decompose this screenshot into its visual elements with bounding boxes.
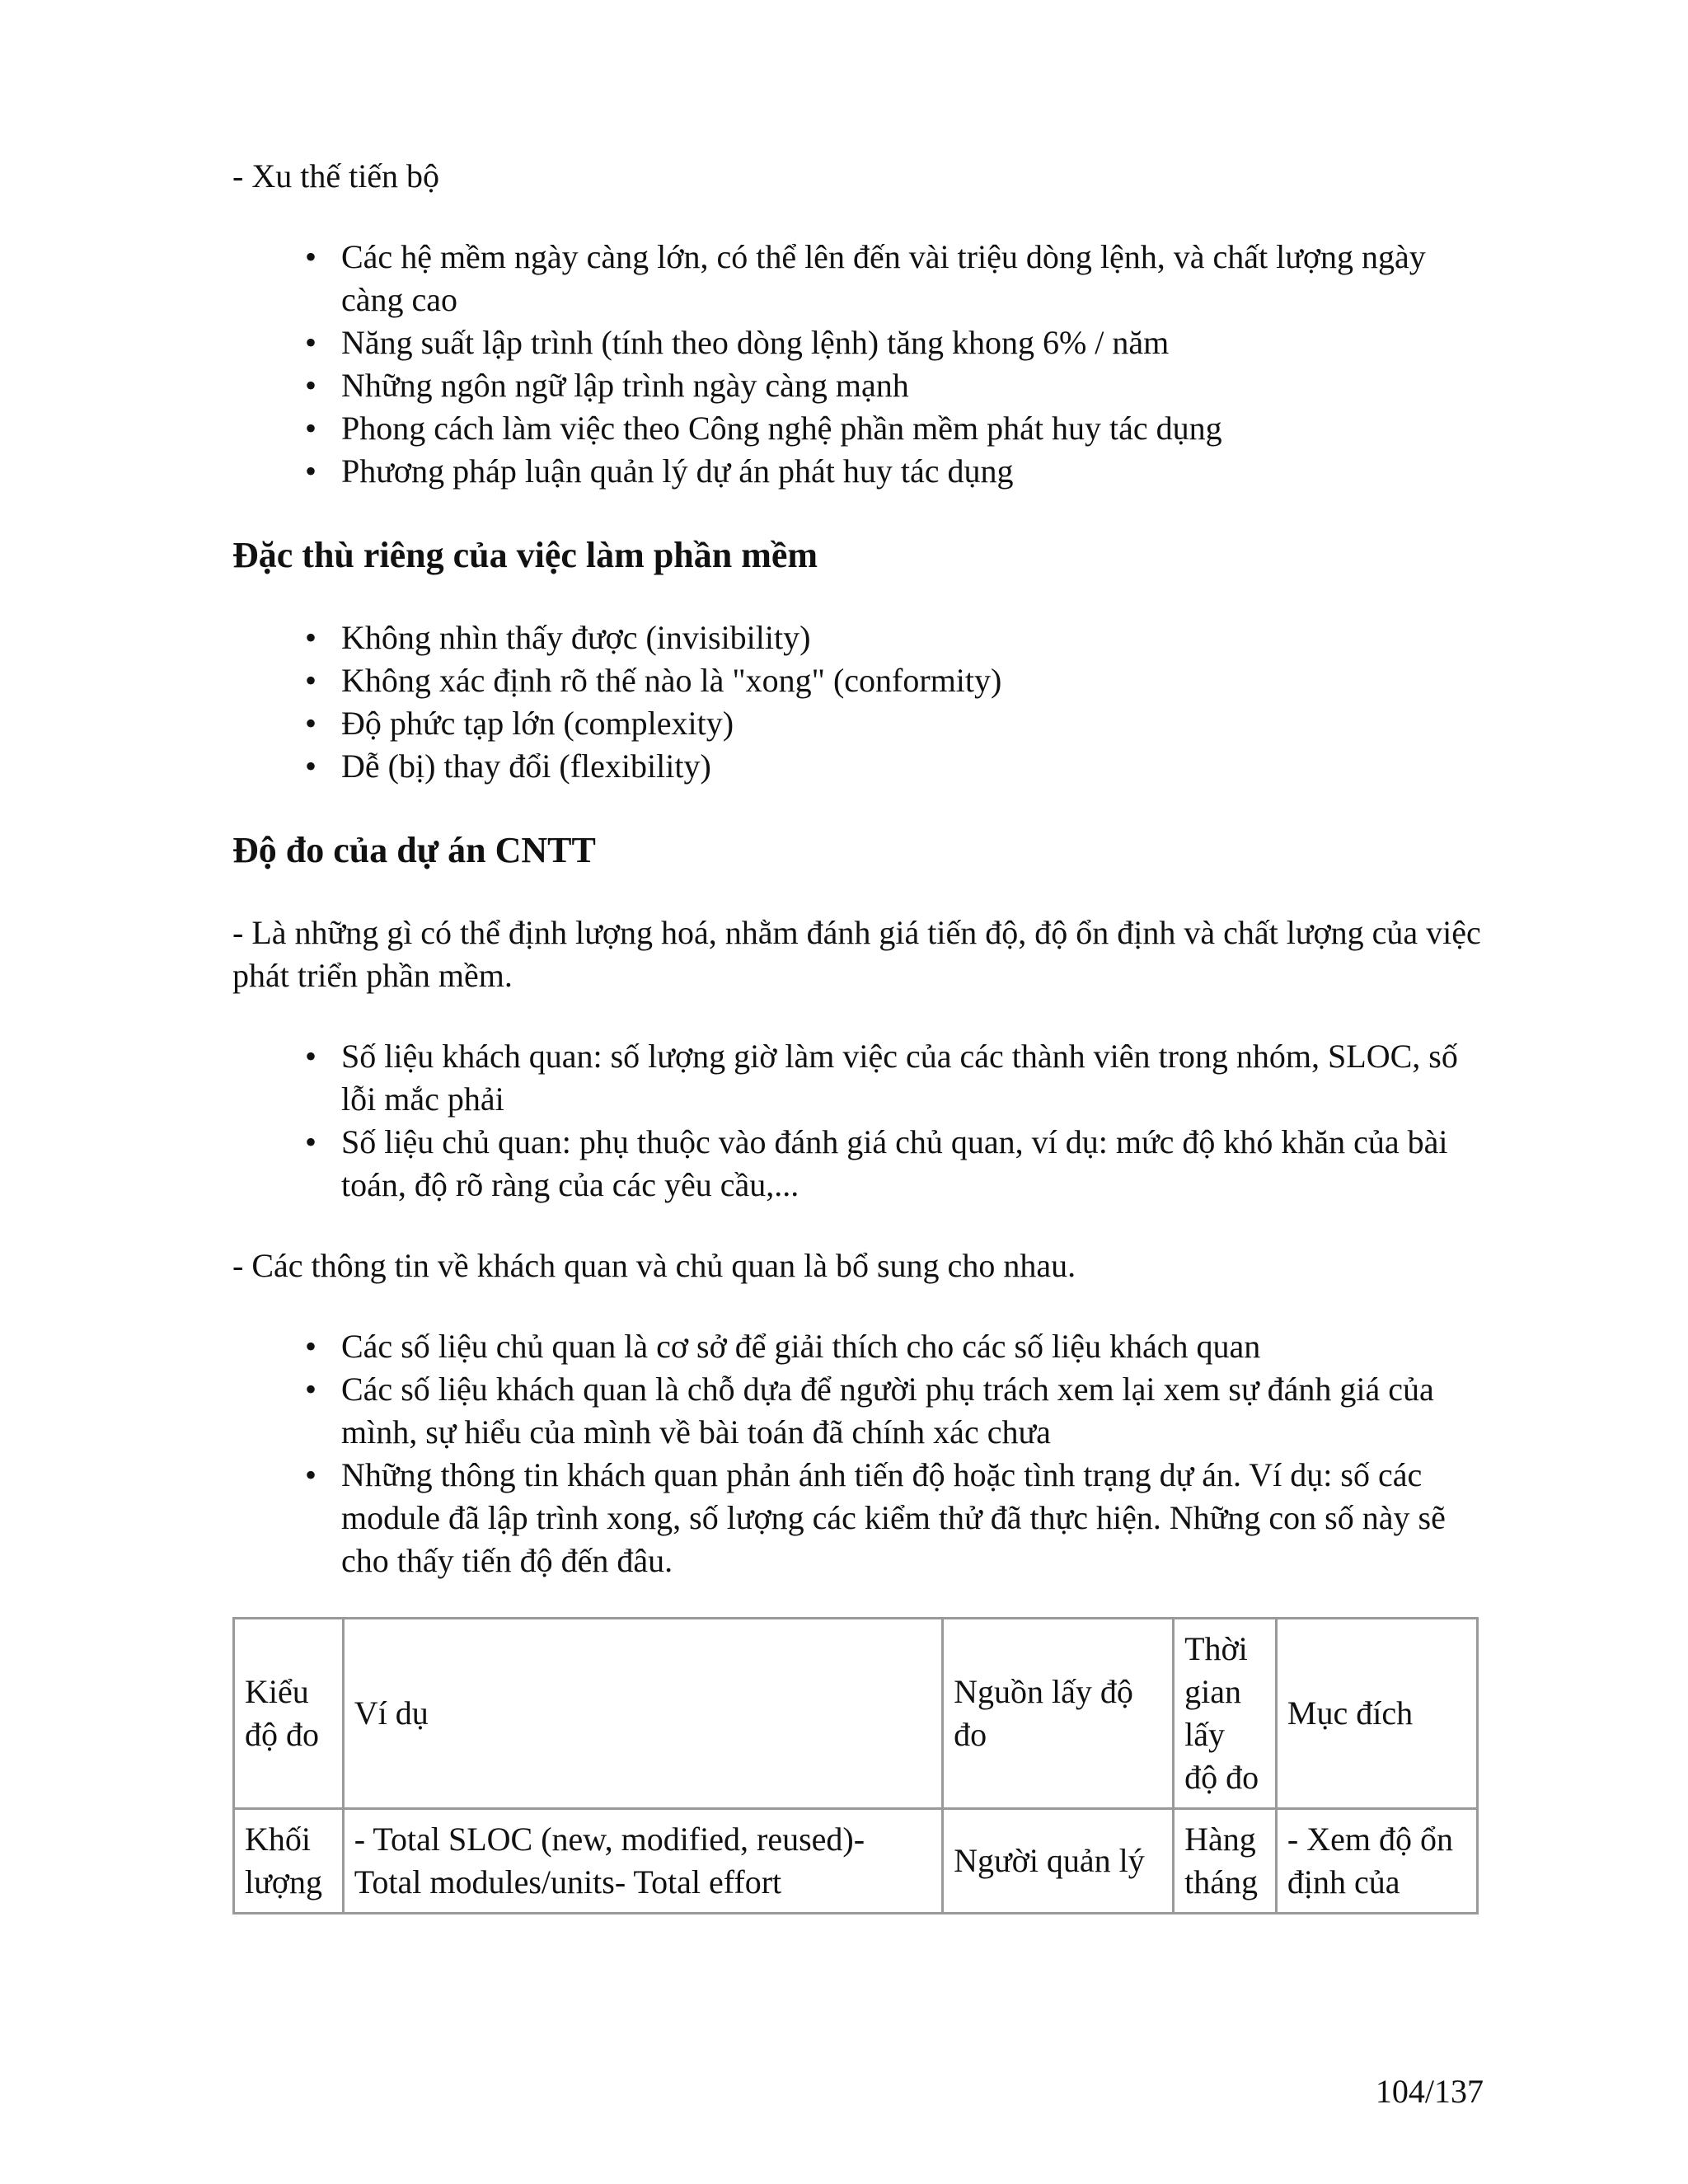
bullet-icon: • xyxy=(305,410,317,447)
list-item: • Những thông tin khách quan phản ánh tiến độ hoặc tình trạng dự án. Ví dụ: số các module đã lập trình xong, số lượng các kiểm thử đã thực hiện. Những con số này sẽ cho thấy tiến độ đến đâu. xyxy=(232,1454,1485,1582)
bullet-icon: • xyxy=(305,705,317,742)
bullet-icon: • xyxy=(305,1371,317,1408)
list-item: • Những ngôn ngữ lập trình ngày càng mạnh xyxy=(232,364,1485,407)
list-item: • Các số liệu chủ quan là cơ sở để giải thích cho các số liệu khách quan xyxy=(232,1325,1485,1368)
list-item: • Các hệ mềm ngày càng lớn, có thể lên đến vài triệu dòng lệnh, và chất lượng ngày càng cao xyxy=(232,236,1485,321)
bullet-icon: • xyxy=(305,748,317,785)
table-header-row xyxy=(234,1619,1478,1809)
bullet-icon: • xyxy=(305,238,317,275)
document-page xyxy=(232,155,1485,1915)
page-number: 104/137 xyxy=(1375,2073,1484,2110)
list-item: • Dễ (bị) thay đổi (flexibility) xyxy=(232,745,1485,788)
cell-purpose: - Xem độ ổn định của xyxy=(1276,1809,1477,1914)
metrics-paragraph: - Là những gì có thể định lượng hoá, nhằm đánh giá tiến độ, độ ổn định và chất lượng của việc phát triển phần mềm. xyxy=(232,914,1481,994)
bullet-icon: • xyxy=(305,324,317,361)
header-cell-example: Ví dụ xyxy=(343,1619,942,1809)
list-item: • Số liệu chủ quan: phụ thuộc vào đánh giá chủ quan, ví dụ: mức độ khó khăn của bài toán, độ rõ ràng của các yêu cầu,... xyxy=(232,1121,1485,1207)
section-heading-specifics: Đặc thù riêng của việc làm phần mềm xyxy=(232,535,818,575)
specifics-list xyxy=(232,616,1485,788)
list-item: • Phương pháp luận quản lý dự án phát huy tác dụng xyxy=(232,450,1485,493)
trend-title: - Xu thế tiến bộ xyxy=(232,157,440,194)
bullet-icon: • xyxy=(305,1328,317,1365)
bullet-icon: • xyxy=(305,1123,317,1160)
list-item: • Không nhìn thấy được (invisibility) xyxy=(232,616,1485,659)
complement-list xyxy=(232,1325,1485,1582)
bullet-icon: • xyxy=(305,662,317,699)
section-heading-metrics: Độ đo của dự án CNTT xyxy=(232,830,596,870)
cell-source: Người quản lý xyxy=(943,1809,1174,1914)
list-item: • Các số liệu khách quan là chỗ dựa để người phụ trách xem lại xem sự đánh giá của mình, sự hiểu của mình về bài toán đã chính xác chưa xyxy=(232,1368,1485,1454)
bullet-icon: • xyxy=(305,1456,317,1493)
list-item: • Độ phức tạp lớn (complexity) xyxy=(232,702,1485,745)
bullet-icon: • xyxy=(305,452,317,490)
table-row xyxy=(234,1809,1478,1914)
header-cell-type: Kiểu độ đo xyxy=(234,1619,344,1809)
header-cell-purpose: Mục đích xyxy=(1276,1619,1477,1809)
header-cell-source: Nguồn lấy độ đo xyxy=(943,1619,1174,1809)
bullet-icon: • xyxy=(305,619,317,656)
list-item: • Năng suất lập trình (tính theo dòng lệnh) tăng khong 6% / năm xyxy=(232,321,1485,364)
trend-list xyxy=(232,236,1485,493)
cell-type: Khối lượng xyxy=(234,1809,344,1914)
list-item: • Phong cách làm việc theo Công nghệ phần mềm phát huy tác dụng xyxy=(232,407,1485,450)
list-item: • Không xác định rõ thế nào là "xong" (conformity) xyxy=(232,659,1485,702)
bullet-icon: • xyxy=(305,367,317,404)
list-item: • Số liệu khách quan: số lượng giờ làm việc của các thành viên trong nhóm, SLOC, số lỗi mắc phải xyxy=(232,1035,1485,1121)
bullet-icon: • xyxy=(305,1038,317,1075)
metrics-table xyxy=(232,1617,1479,1915)
header-cell-time: Thời gian lấy độ đo xyxy=(1174,1619,1277,1809)
metrics-list xyxy=(232,1035,1485,1207)
cell-time: Hàng tháng xyxy=(1174,1809,1277,1914)
cell-example: - Total SLOC (new, modified, reused)- Total modules/units- Total effort xyxy=(343,1809,942,1914)
complement-paragraph: - Các thông tin về khách quan và chủ quan là bổ sung cho nhau. xyxy=(232,1247,1076,1284)
